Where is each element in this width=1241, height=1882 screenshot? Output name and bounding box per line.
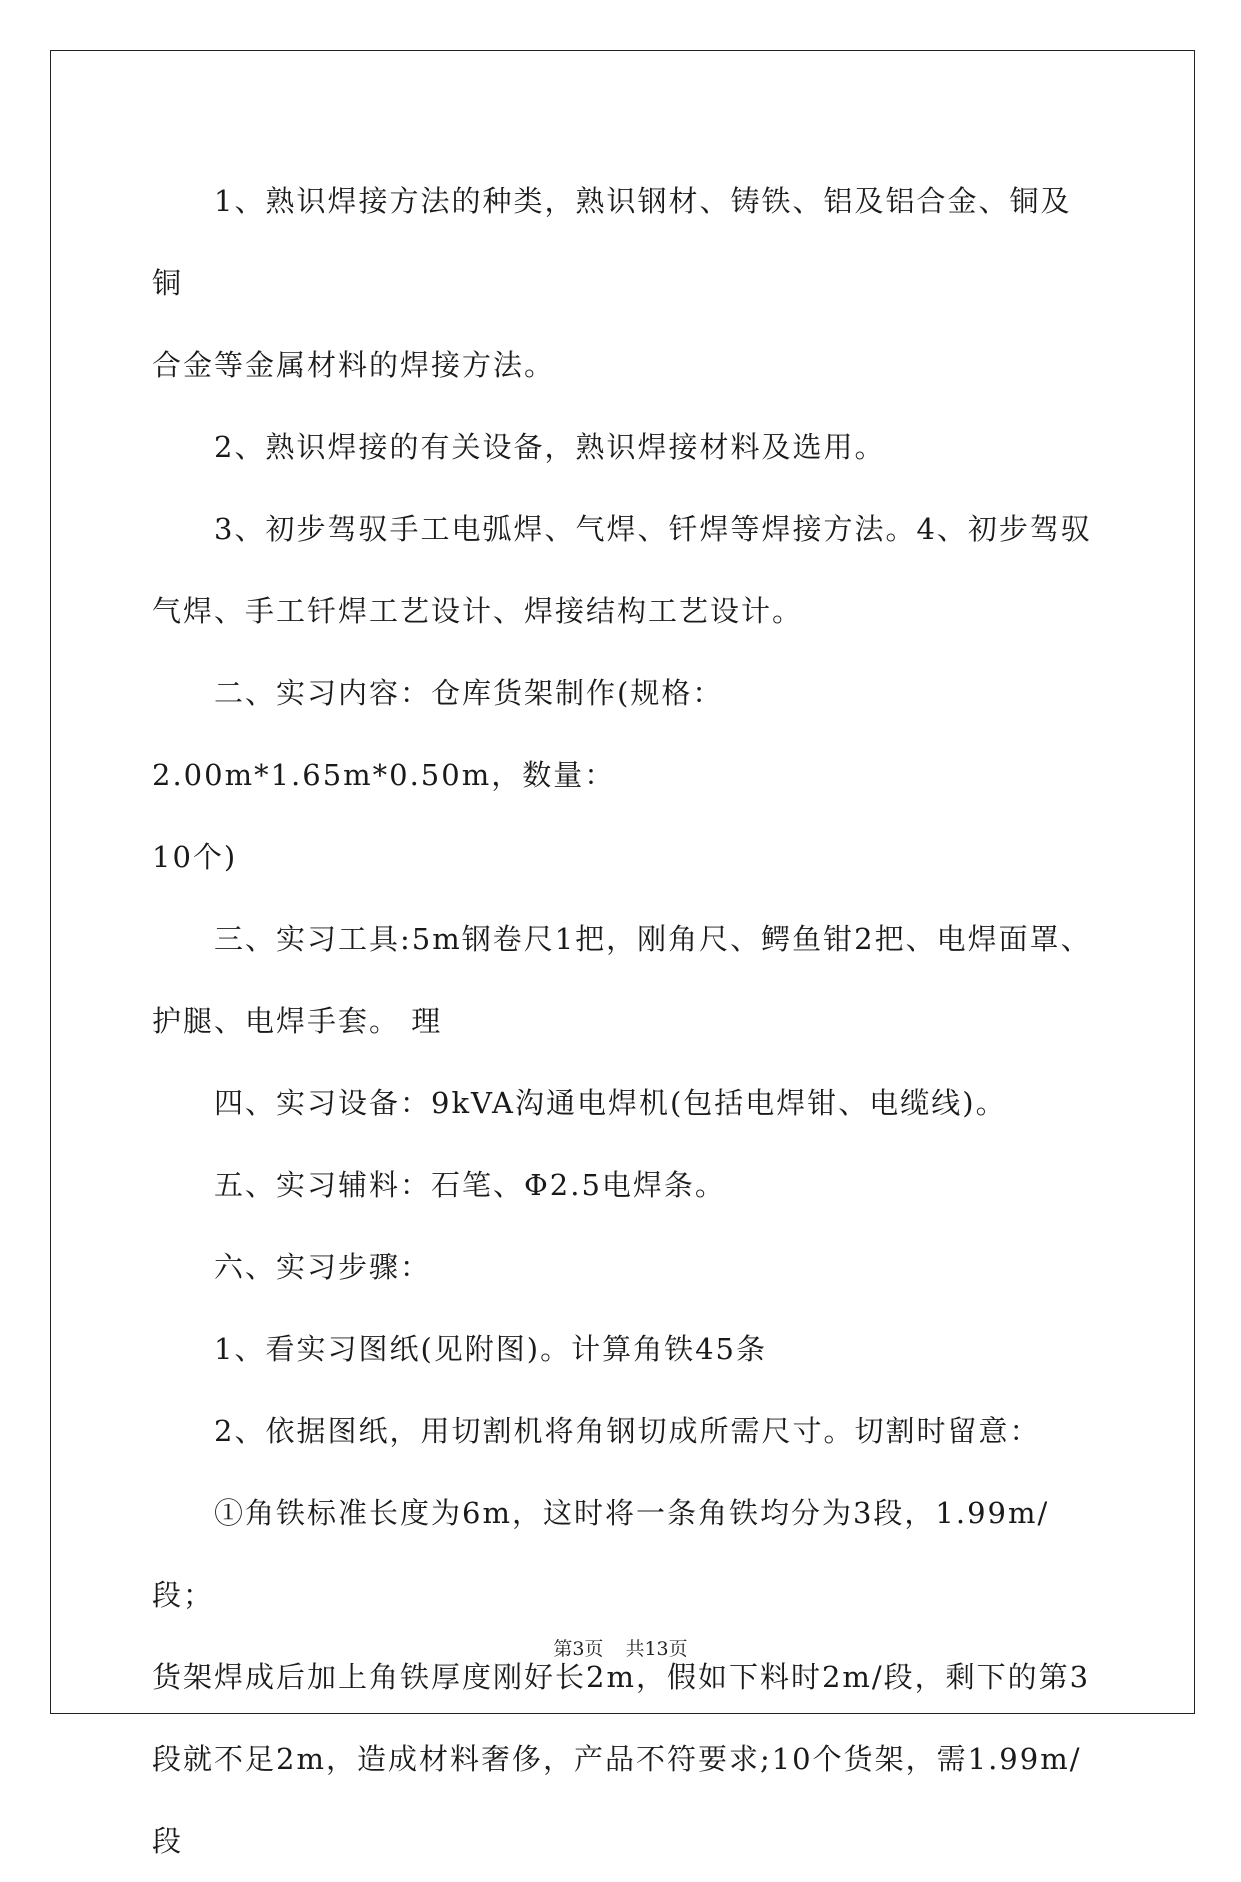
paragraph-5-line-1: 三、实习工具:5m钢卷尺1把，刚角尺、鳄鱼钳2把、电焊面罩、 [214,922,1092,956]
document-body [152,160,1092,1882]
paragraph-7-line-1: 五、实习辅料：石笔、Φ2.5电焊条。 [214,1168,726,1202]
paragraph-11-line-1: ①角铁标准长度为6m，这时将一条角铁均分为3段，1.99m/段； [152,1496,1050,1612]
paragraph-9-line-1: 1、看实习图纸(见附图)。计算角铁45条 [214,1332,767,1366]
page-total: 共13页 [625,1638,688,1660]
paragraph-1-line-1: 1、熟识焊接方法的种类，熟识钢材、铸铁、铝及铝合金、铜及铜 [152,184,1072,300]
paragraph-8-line-1: 六、实习步骤： [214,1250,432,1284]
paragraph-3-line-1: 3、初步驾驭手工电弧焊、气焊、钎焊等焊接方法。4、初步驾驭 [214,512,1092,546]
paragraph-5-line-2: 护腿、电焊手套。 理 [152,1004,443,1038]
paragraph-10-line-1: 2、依据图纸，用切割机将角钢切成所需尺寸。切割时留意： [214,1414,1041,1448]
paragraph-4-line-2: 10个) [152,840,238,874]
page-number: 第3页 [553,1638,604,1660]
paragraph-4-line-1: 二、实习内容：仓库货架制作(规格：2.00m*1.65m*0.50m，数量： [152,676,724,792]
paragraph-6-line-1: 四、实习设备：9kVA沟通电焊机(包括电焊钳、电缆线)。 [214,1086,1007,1120]
paragraph-3-line-2: 气焊、手工钎焊工艺设计、焊接结构工艺设计。 [152,594,804,628]
paragraph-11-line-3: 段就不足2m，造成材料奢侈，产品不符要求;10个货架，需1.99m/段 [152,1742,1082,1858]
paragraph-1-line-2: 合金等金属材料的焊接方法。 [152,348,556,382]
paragraph-11-line-2: 货架焊成后加上角铁厚度刚好长2m，假如下料时2m/段，剩下的第3 [152,1660,1091,1694]
page-footer [0,1634,1241,1661]
paragraph-2-line-1: 2、熟识焊接的有关设备，熟识焊接材料及选用。 [214,430,886,464]
